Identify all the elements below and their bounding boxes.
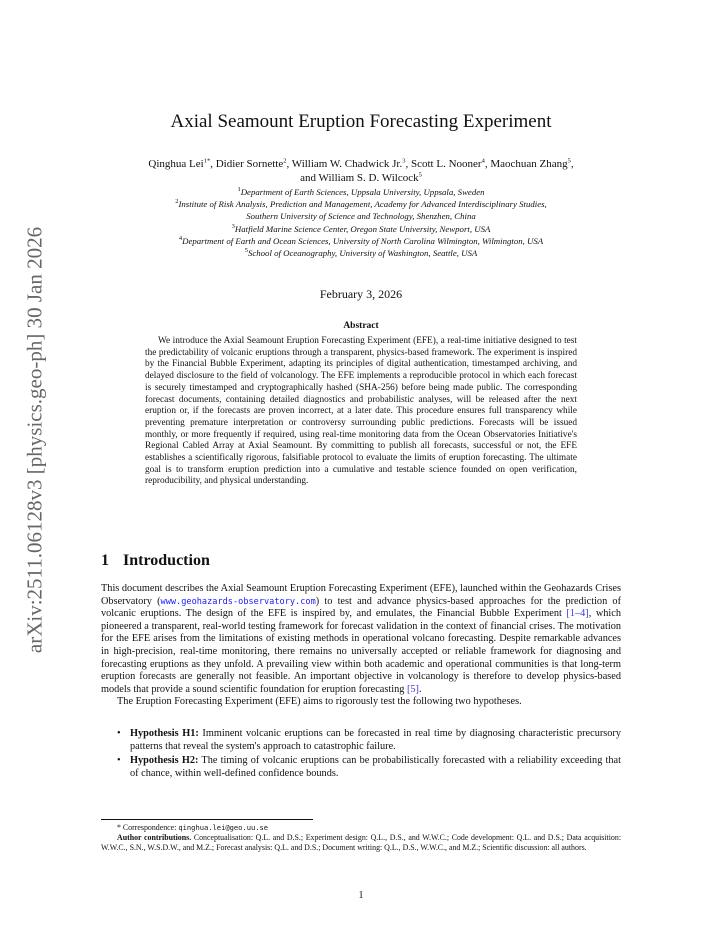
page-number: 1 <box>358 890 364 901</box>
correspondence-email[interactable]: qinghua.lei@geo.uu.se <box>178 823 269 832</box>
affiliation-2: $^2$Institute of Risk Analysis, Prediction and Management, Academy for Advanced Interdisciplinary Studies, <box>175 198 547 210</box>
publication-date: February 3, 2026 <box>319 287 403 301</box>
intro-paragraph-1: This document describes the Axial Seamount Eruption Forecasting Experiment (EFE), launched within the Geohazards Crises Observatory (www.geohazards-observatory.com) to test and advance physics-based approaches for the prediction of volcanic eruptions. The design of the EFE is inspired by, and emulates, the Financial Bubble Experiment [1–4], which pioneered a transparent, real-world testing framework for forecast validation in the context of financial crises. The motivation for the EFE arises from the limitations of existing methods in operational volcano forecasting. Despite remarkable advances in high-precision, real-time monitoring, there remains no universally accepted or reliable framework for diagnosing and forecasting eruptions as they unfold. A prevailing view within both academic and operational communities is that long-term eruption forecasts are generally not feasible. An important objective in volcanology is therefore to develop physics-based models that provide a sound scientific foundation for eruption forecasting [5]. <box>101 583 622 695</box>
hypothesis-item: • Hypothesis H1: Imminent volcanic eruptions can be forecasted in real time by diagnosing characteristic precursory patterns that reveal the system's approach to catastrophic failure. <box>117 728 622 752</box>
bullet-icon: • <box>117 728 121 739</box>
abstract-text: We introduce the Axial Seamount Eruption Forecasting Experiment (EFE), a real-time initiative designed to test the predictability of volcanic eruptions through a transparent, physics-based framework. The experiment is inspired by the Financial Bubble Experiment, adapting its principles of digital authentication, timestamped archiving, and delayed disclosure to the field of volcanology. The EFE implements a reproducible protocol in which each forecast is securely timestamped and cryptographically hashed (SHA-256) before being made public. The corresponding forecast documents, containing detailed diagnostics and probabilistic analyses, will be released after the next eruption or, if the forecasts are proven incorrect, at a later date. This procedure ensures full transparency while preventing premature interpretation or controversy surrounding public predictions. Forecasts will be issued monthly, or more frequently if required, using real-time monitoring data from the Ocean Observatories Initiative's Regional Cabled Array at Axial Seamount. By committing to publish all forecasts, successful or not, the EFE establishes a scientifically rigorous, falsifiable protocol to evaluate the limits of eruption forecasting. The ultimate goal is to transform eruption prediction into a cumulative and testable science founded on open verification, reproducibility, and physical understanding. <box>145 336 577 487</box>
abstract-heading: Abstract <box>343 321 379 331</box>
section-number: 1 <box>101 552 109 569</box>
bullet-icon: • <box>117 755 121 767</box>
hypothesis-list <box>101 728 621 782</box>
introduction-body <box>101 583 621 709</box>
paper-title: Axial Seamount Eruption Forecasting Experiment <box>170 111 552 132</box>
citation-link[interactable]: [5] <box>406 683 419 695</box>
footnotes <box>101 823 621 854</box>
citation-link[interactable]: [1–4] <box>566 608 589 620</box>
correspondence-note: * Correspondence: qinghua.lei@geo.uu.se <box>117 823 269 832</box>
author-list <box>101 157 621 185</box>
section-title: Introduction <box>123 552 210 569</box>
affiliation-1: $^1$Department of Earth Sciences, Uppsala University, Uppsala, Sweden <box>237 186 485 197</box>
affiliation-list <box>101 186 621 259</box>
affiliation-5: $^5$School of Oceanography, University of Washington, Seattle, USA <box>244 247 478 259</box>
contributions-note: Author contributions. Conceptualisation: Q.L. and D.S.; Experiment design: Q.L., D.S., and W.W.C.; Code development: Q.L. and D.S.; Data acquisition: W.W.C., S.N., W.S.D.W., and M.Z.; Forecast analysis: Q.L. and D.S.; Document writing: Q.L., D.S., W.W.C., and M.Z.; Scientific discussion: all authors. <box>101 833 622 853</box>
hypothesis-item: • Hypothesis H2: The timing of volcanic eruptions can be probabilistically forecasted with a reliability exceeding that of chance, within well-defined confidence bounds. <box>117 755 621 779</box>
affiliation-4: $^4$Department of Earth and Ocean Sciences, University of North Carolina Wilmington, Wilmington, USA <box>178 234 544 246</box>
footnote-divider <box>101 819 313 820</box>
author-line-1: Qinghua Lei$^{1*}$, Didier Sornette$^2$, William W. Chadwick Jr.$^3$, Scott L. Nooner$^4$, Maochuan Zhang$^5$, <box>148 157 574 170</box>
intro-paragraph-2: The Eruption Forecasting Experiment (EFE) aims to rigorously test the following two hypotheses. <box>117 696 522 708</box>
author-line-2: and William S. D. Wilcock$^5$ <box>300 171 422 184</box>
affiliation-3: $^3$Hatfield Marine Science Center, Oregon State University, Newport, USA <box>231 222 491 234</box>
observatory-link[interactable]: www.geohazards-observatory.com <box>160 596 316 607</box>
arxiv-identifier: arXiv:2511.06128v3 [physics.geo-ph] 30 Jan 2026 <box>22 226 47 654</box>
section-heading <box>101 552 210 570</box>
affiliation-2-cont: Southern University of Science and Technology, Shenzhen, China <box>246 211 476 222</box>
